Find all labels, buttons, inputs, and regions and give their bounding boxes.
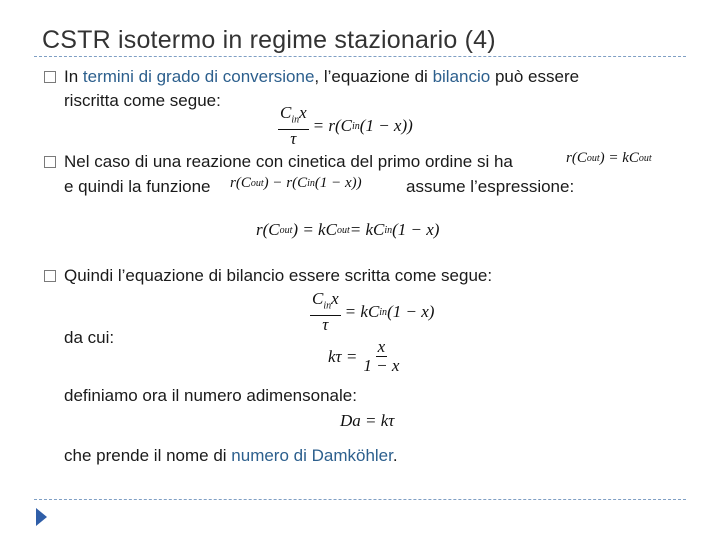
definiamo-label: definiamo ora il numero adimensonale:	[64, 386, 357, 405]
text: , l’equazione di	[314, 67, 433, 86]
equation-first-order-rate: r(C out ) = kC out	[566, 150, 652, 166]
equation-k-tau: kτ = $\frac{x}{1 - x}$	[328, 337, 400, 375]
bullet-2-line-1: Nel caso di una reazione con cinetica del primo ordine si ha	[64, 152, 513, 171]
slide-title: CSTR isotermo in regime stazionario (4)	[42, 26, 496, 54]
equation-first-order-balance: $\frac{C_{in}x}{\tau}$ = kC in (1 − x)	[312, 289, 435, 335]
bullet-icon	[44, 270, 56, 282]
highlight-term: termini di grado di conversione	[82, 67, 315, 86]
bullet-2-line-2b: assume l’espressione:	[406, 177, 575, 196]
equation-rate-expression: r(C out ) = kC out = kC in (1 − x)	[256, 220, 440, 239]
equation-damkohler: Da = kτ	[340, 411, 395, 430]
highlight-term: numero di Damköhler	[231, 446, 393, 465]
title-divider	[34, 56, 686, 57]
text: può essere	[490, 67, 580, 86]
damkohler-sentence	[64, 445, 398, 467]
footer-divider	[34, 499, 686, 500]
text: In	[64, 67, 83, 86]
bullet-1-line-1	[64, 66, 579, 88]
equation-function: r(C out ) − r(C in (1 − x))	[230, 175, 362, 191]
bullet-3-line-1: Quindi l’equazione di bilancio essere scritta come segue:	[64, 266, 493, 285]
bullet-icon	[44, 71, 56, 83]
fraction: $\frac{x}{1 - x}$	[363, 337, 400, 375]
fraction: $\frac{C_{in}x}{\tau}$	[280, 103, 307, 149]
bullet-1-line-2: riscritta come segue:	[64, 91, 221, 110]
equation-balance-conversion: $\frac{C_{in}x}{\tau}$ = r(C in (1 − x))	[280, 103, 413, 149]
highlight-term: bilancio	[432, 67, 491, 86]
da-cui-label: da cui:	[64, 328, 115, 347]
text: che prende il nome di	[64, 446, 232, 465]
fraction: $\frac{C_{in}x}{\tau}$	[312, 289, 339, 335]
bullet-icon	[44, 156, 56, 168]
text: .	[392, 446, 398, 465]
next-arrow-icon[interactable]	[36, 508, 47, 526]
bullet-2-line-2a: e quindi la funzione	[64, 177, 211, 196]
